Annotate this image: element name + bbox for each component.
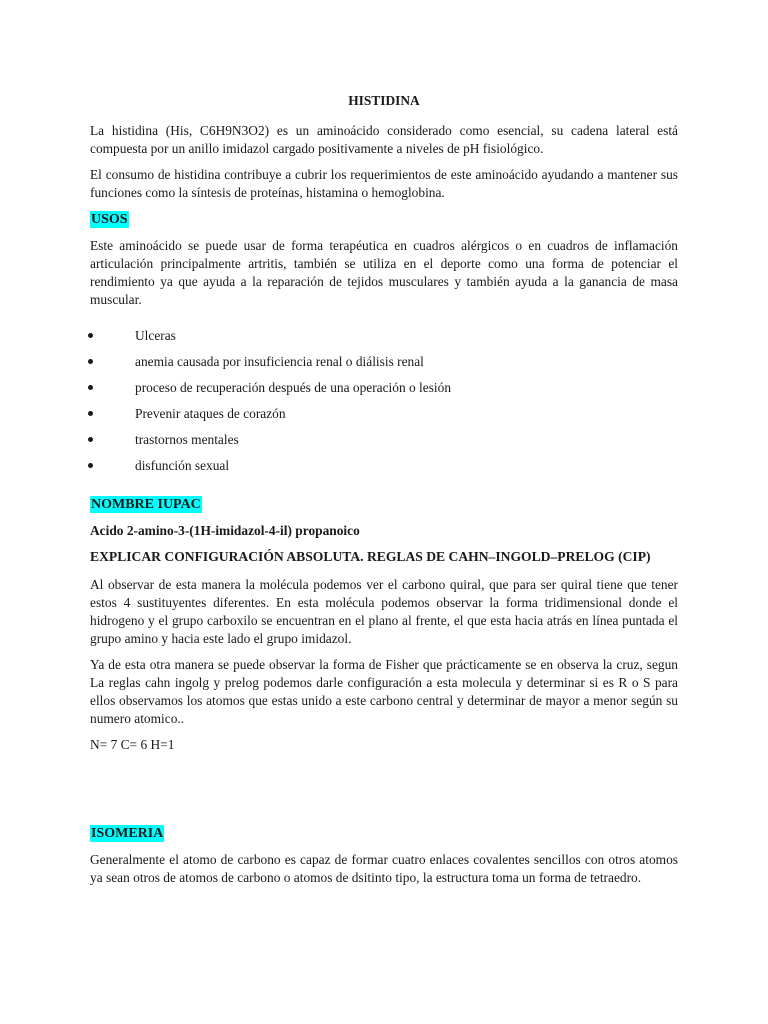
iupac-name: Acido 2-amino-3-(1H-imidazol-4-il) propanoico bbox=[90, 523, 360, 538]
iupac-heading: NOMBRE IUPAC bbox=[91, 497, 201, 512]
isomeria-paragraph: Generalmente el atomo de carbono es capaz de formar cuatro enlaces covalentes sencillos con otros atomos ya sean otros de atomos de carbono o atomos de dsitinto tipo, la estructura toma un forma de tetraedro. bbox=[90, 852, 678, 885]
document-content bbox=[90, 92, 678, 895]
list-item: disfunción sexual bbox=[90, 457, 678, 483]
bullet-icon bbox=[88, 385, 93, 390]
list-item: Prevenir ataques de corazón bbox=[90, 405, 678, 431]
usos-list bbox=[90, 327, 678, 483]
list-item: trastornos mentales bbox=[90, 431, 678, 457]
bullet-icon bbox=[88, 333, 93, 338]
cip-title: EXPLICAR CONFIGURACIÓN ABSOLUTA. REGLAS DE CAHN–INGOLD–PRELOG (CIP) bbox=[90, 549, 651, 564]
bullet-icon bbox=[88, 411, 93, 416]
intro-paragraph-2: El consumo de histidina contribuye a cubrir los requerimientos de este aminoácido ayudando a mantener sus funciones como la síntesis de proteínas, histamina o hemoglobina. bbox=[90, 167, 678, 200]
list-item: anemia causada por insuficiencia renal o diálisis renal bbox=[90, 353, 678, 379]
usos-heading: USOS bbox=[91, 212, 128, 227]
bullet-icon bbox=[88, 463, 93, 468]
list-item: Ulceras bbox=[90, 327, 678, 353]
cip-paragraph-1: Al observar de esta manera la molécula podemos ver el carbono quiral, que para ser quiral tiene que tener estos 4 sustituyentes diferentes. En esta molécula podemos observar la forma tridimensional donde el hidrogeno y el grupo carboxilo se encuentran en el plano al frente, el que esta hacia atrás en línea puntada el grupo amino y hacia este lado el grupo imidazol. bbox=[90, 577, 678, 646]
list-item: proceso de recuperación después de una operación o lesión bbox=[90, 379, 678, 405]
intro-paragraph-1: La histidina (His, C6H9N3O2) es un aminoácido considerado como esencial, su cadena lateral está compuesta por un anillo imidazol cargado positivamente a niveles de pH fisiológico. bbox=[90, 123, 678, 156]
cip-paragraph-2: Ya de esta otra manera se puede observar la forma de Fisher que prácticamente se en observa la cruz, segun La reglas cahn ingolg y prelog podemos darle configuración a esta molecula y determinar si es R o S para ellos observamos los atomos que estas unido a este carbono central y determinar de mayor a menor según su numero atomico.. bbox=[90, 657, 678, 726]
isomeria-heading: ISOMERIA bbox=[91, 826, 164, 841]
document-title: HISTIDINA bbox=[348, 93, 420, 108]
atomic-numbers: N= 7 C= 6 H=1 bbox=[90, 737, 175, 752]
bullet-icon bbox=[88, 437, 93, 442]
bullet-icon bbox=[88, 359, 93, 364]
usos-paragraph: Este aminoácido se puede usar de forma terapéutica en cuadros alérgicos o en cuadros de inflamación articulación principalmente artritis, también se utiliza en el deporte como una forma de potenciar el rendimiento ya que ayuda a la reparación de tejidos musculares y también ayuda a la ganancia de masa muscular. bbox=[90, 238, 678, 307]
